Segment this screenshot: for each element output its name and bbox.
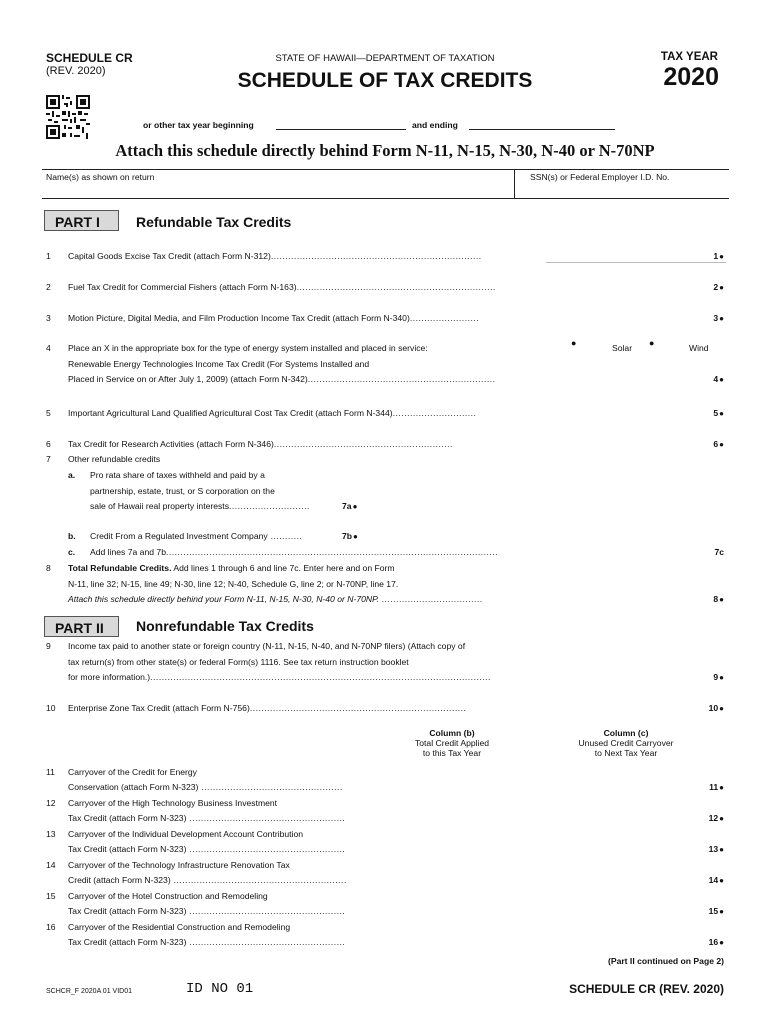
line-4-number: 4 bbox=[46, 343, 51, 353]
form-title: SCHEDULE OF TAX CREDITS bbox=[237, 69, 533, 92]
line-16-number: 16 bbox=[46, 922, 56, 932]
line-3-number: 3 bbox=[46, 313, 51, 323]
ssn-field[interactable] bbox=[516, 183, 726, 197]
line-8-text-1: Total Refundable Credits. Add lines 1 through 6 and line 7c. Enter here and on Form bbox=[68, 563, 395, 573]
line-12-ref[interactable]: 12 ● bbox=[709, 813, 724, 823]
line-16-text-2: Tax Credit (attach Form N-323) ...................................................... bbox=[68, 937, 346, 947]
line-2-number: 2 bbox=[46, 282, 51, 292]
form-revision: (REV. 2020) bbox=[46, 65, 106, 77]
line-13-text-1: Carryover of the Individual Development Account Contribution bbox=[68, 829, 304, 839]
tax-year-label: TAX YEAR bbox=[660, 51, 718, 63]
line-4-text-3: Placed in Service on or After July 1, 2009) (attach Form N-342)................................................................. bbox=[68, 374, 496, 384]
solar-checkbox[interactable]: ● bbox=[571, 338, 577, 348]
line-14-number: 14 bbox=[46, 860, 56, 870]
line-5-ref[interactable]: 5 ● bbox=[713, 408, 724, 418]
line-12-number: 12 bbox=[46, 798, 56, 808]
period-begin-label: or other tax year beginning bbox=[143, 120, 254, 130]
line-7a-ref[interactable]: 7a ● bbox=[342, 501, 357, 511]
line-6-number: 6 bbox=[46, 439, 51, 449]
line-9-text-3: for more information.)...................................................................................................................... bbox=[68, 672, 491, 682]
line-9-text-2: tax return(s) from other state(s) or federal Form(s) 1116. See tax return instruction booklet bbox=[68, 657, 409, 667]
line-1-amount-rule bbox=[546, 262, 726, 263]
line-4-ref[interactable]: 4 ● bbox=[713, 374, 724, 384]
line-7a-text-1: Pro rata share of taxes withheld and paid by a bbox=[90, 470, 265, 480]
line-11-text-2: Conservation (attach Form N-323) ................................................. bbox=[68, 782, 343, 792]
names-divider bbox=[514, 169, 515, 198]
line-7b-label: b. bbox=[68, 531, 76, 541]
line-9-text-1: Income tax paid to another state or foreign country (N-11, N-15, N-40, and N-70NP filers) (Attach copy of bbox=[68, 641, 466, 651]
line-14-text-2: Credit (attach Form N-323) ............................................................ bbox=[68, 875, 347, 885]
names-bottom-rule bbox=[42, 198, 729, 199]
line-16-ref[interactable]: 16 ● bbox=[709, 937, 724, 947]
line-2-ref[interactable]: 2 ● bbox=[713, 282, 724, 292]
line-10-number: 10 bbox=[46, 703, 56, 713]
line-7c-label: c. bbox=[68, 547, 76, 557]
column-b-subtitle-1: Total Credit Applied bbox=[414, 738, 490, 748]
line-7b-text: Credit From a Regulated Investment Company ........... bbox=[90, 531, 303, 541]
line-7c-text: Add lines 7a and 7b................................................................................................................... bbox=[90, 547, 499, 557]
column-b-title: Column (b) bbox=[429, 728, 475, 738]
line-7a-label: a. bbox=[68, 470, 76, 480]
part2-title: Nonrefundable Tax Credits bbox=[136, 618, 314, 634]
line-16-text-1: Carryover of the Residential Construction and Remodeling bbox=[68, 922, 291, 932]
column-b-subtitle-2: to this Tax Year bbox=[422, 748, 482, 758]
line-6-ref[interactable]: 6 ● bbox=[713, 439, 724, 449]
line-1-ref[interactable]: 1 ● bbox=[713, 251, 724, 261]
tax-year: 2020 bbox=[663, 63, 719, 91]
line-14-text-1: Carryover of the Technology Infrastructure Renovation Tax bbox=[68, 860, 290, 870]
line-8-text-2: N-11, line 32; N-15, line 49; N-30, line 12; N-40, Schedule G, line 2; or N-70NP, line 17. bbox=[68, 579, 399, 589]
form-id: SCHEDULE CR bbox=[46, 51, 133, 65]
line-15-number: 15 bbox=[46, 891, 56, 901]
line-9-ref[interactable]: 9 ● bbox=[713, 672, 724, 682]
wind-checkbox[interactable]: ● bbox=[649, 338, 655, 348]
line-13-number: 13 bbox=[46, 829, 56, 839]
line-15-text-2: Tax Credit (attach Form N-323) ...................................................... bbox=[68, 906, 346, 916]
line-3-ref[interactable]: 3 ● bbox=[713, 313, 724, 323]
line-11-number: 11 bbox=[46, 767, 55, 777]
line-13-text-2: Tax Credit (attach Form N-323) ...................................................... bbox=[68, 844, 346, 854]
line-1-number: 1 bbox=[46, 251, 51, 261]
footer-form-rev: SCHEDULE CR (REV. 2020) bbox=[569, 982, 724, 996]
names-label: Name(s) as shown on return bbox=[46, 172, 155, 182]
line-11-text-1: Carryover of the Credit for Energy bbox=[68, 767, 197, 777]
form-code: SCHCR_F 2020A 01 VID01 bbox=[46, 988, 132, 995]
attach-instruction: Attach this schedule directly behind Form N-11, N-15, N-30, N-40 or N-70NP bbox=[115, 141, 655, 160]
line-13-ref[interactable]: 13 ● bbox=[709, 844, 724, 854]
line-5-number: 5 bbox=[46, 408, 51, 418]
solar-label: Solar bbox=[612, 343, 633, 353]
line-14-ref[interactable]: 14 ● bbox=[709, 875, 724, 885]
line-3-text: Motion Picture, Digital Media, and Film Production Income Tax Credit (attach Form N-340)........................ bbox=[68, 313, 480, 323]
part2-label: PART II bbox=[44, 616, 119, 637]
part1-title: Refundable Tax Credits bbox=[136, 214, 292, 230]
line-5-text: Important Agricultural Land Qualified Agricultural Cost Tax Credit (attach Form N-344)............................. bbox=[68, 408, 477, 418]
line-7c-ref[interactable]: 7c bbox=[714, 547, 724, 557]
agency-name: STATE OF HAWAII—DEPARTMENT OF TAXATION bbox=[275, 53, 495, 64]
ssn-label: SSN(s) or Federal Employer I.D. No. bbox=[530, 172, 670, 182]
column-c-header bbox=[546, 728, 706, 758]
line-7a-text-3: sale of Hawaii real property interests............................ bbox=[90, 501, 310, 511]
line-7-number: 7 bbox=[46, 454, 51, 464]
line-12-text-2: Tax Credit (attach Form N-323) ...................................................... bbox=[68, 813, 346, 823]
period-begin-field[interactable] bbox=[276, 129, 406, 130]
period-end-field[interactable] bbox=[469, 129, 615, 130]
column-c-title: Column (c) bbox=[603, 728, 649, 738]
wind-label: Wind bbox=[689, 343, 709, 353]
line-11-ref[interactable]: 11 ● bbox=[709, 782, 724, 792]
line-15-text-1: Carryover of the Hotel Construction and Remodeling bbox=[68, 891, 268, 901]
line-2-text: Fuel Tax Credit for Commercial Fishers (attach Form N-163)..................................................................... bbox=[68, 282, 496, 292]
line-4-text-2: Renewable Energy Technologies Income Tax Credit (For Systems Installed and bbox=[68, 359, 370, 369]
period-end-label: and ending bbox=[412, 120, 458, 130]
line-7-text: Other refundable credits bbox=[68, 454, 161, 464]
line-7b-ref[interactable]: 7b ● bbox=[342, 531, 358, 541]
id-number: ID NO 01 bbox=[186, 981, 254, 997]
line-8-ref[interactable]: 8 ● bbox=[713, 594, 724, 604]
part1-label: PART I bbox=[44, 210, 119, 231]
line-4-text-1: Place an X in the appropriate box for the type of energy system installed and placed in service: bbox=[68, 343, 428, 353]
line-8-text-3: Attach this schedule directly behind your Form N-11, N-15, N-30, N-40 or N-70NP. ................................... bbox=[68, 594, 484, 604]
line-10-ref[interactable]: 10 ● bbox=[709, 703, 724, 713]
line-1-text: Capital Goods Excise Tax Credit (attach Form N-312)......................................................................... bbox=[68, 251, 482, 261]
line-9-number: 9 bbox=[46, 641, 51, 651]
line-10-text: Enterprise Zone Tax Credit (attach Form N-756)........................................................................... bbox=[68, 703, 467, 713]
continued-note: (Part II continued on Page 2) bbox=[607, 956, 724, 966]
line-15-ref[interactable]: 15 ● bbox=[709, 906, 724, 916]
column-c-subtitle-2: to Next Tax Year bbox=[594, 748, 658, 758]
names-field[interactable] bbox=[43, 183, 512, 197]
qr-code bbox=[46, 95, 90, 139]
column-b-header bbox=[372, 728, 532, 758]
line-8-number: 8 bbox=[46, 563, 51, 573]
line-7a-text-2: partnership, estate, trust, or S corporation on the bbox=[90, 486, 275, 496]
names-top-rule bbox=[42, 169, 729, 170]
line-12-text-1: Carryover of the High Technology Business Investment bbox=[68, 798, 278, 808]
column-c-subtitle-1: Unused Credit Carryover bbox=[578, 738, 674, 748]
line-6-text: Tax Credit for Research Activities (attach Form N-346).............................................................. bbox=[68, 439, 453, 449]
